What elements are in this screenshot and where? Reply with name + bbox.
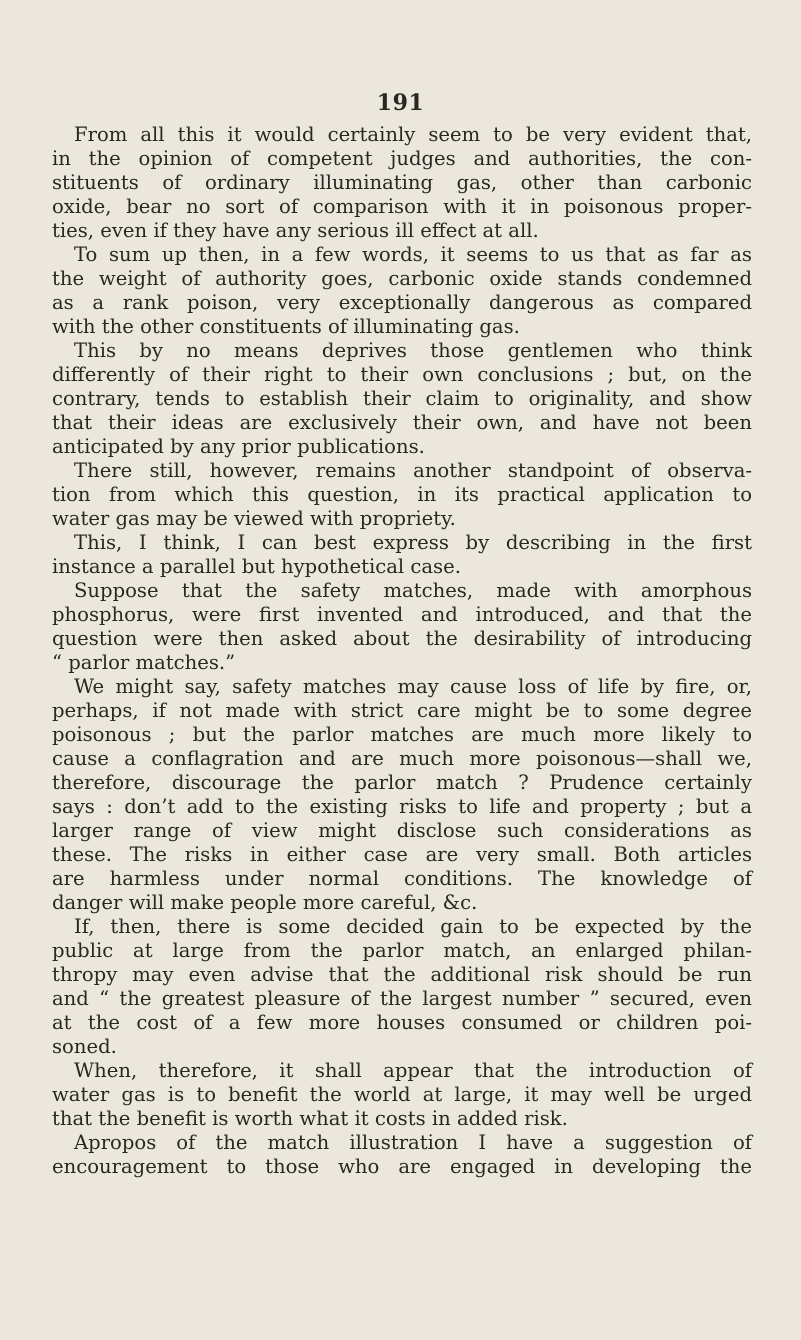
text-line: water gas may be viewed with propriety.: [52, 507, 456, 530]
text-line: Suppose that the safety matches, made with amorphous: [74, 579, 752, 602]
text-line: This, I think, I can best express by describing in the first: [74, 531, 752, 554]
text-line: Apropos of the match illustration I have a suggestion of: [74, 1131, 752, 1154]
text-line: and “ the greatest pleasure of the largest number ” secured, even: [52, 987, 752, 1010]
text-line: cause a conflagration and are much more poisonous—shall we,: [52, 747, 752, 770]
text-line: soned.: [52, 1035, 117, 1058]
text-line: phosphorus, were first invented and introduced, and that the: [52, 603, 752, 626]
text-line: We might say, safety matches may cause loss of life by fire, or,: [74, 675, 752, 698]
text-line: differently of their right to their own conclusions ; but, on the: [52, 363, 752, 386]
text-line: public at large from the parlor match, an enlarged philan-: [52, 939, 752, 962]
text-line: the weight of authority goes, carbonic oxide stands condemned: [52, 267, 752, 290]
text-line: instance a parallel but hypothetical case.: [52, 555, 461, 578]
text-line: perhaps, if not made with strict care might be to some degree: [52, 699, 752, 722]
text-line: with the other constituents of illuminating gas.: [52, 315, 520, 338]
text-line: therefore, discourage the parlor match ? Prudence certainly: [52, 771, 752, 794]
text-line: larger range of view might disclose such considerations as: [52, 819, 752, 842]
text-line: encouragement to those who are engaged in developing the: [52, 1155, 752, 1178]
text-line: poisonous ; but the parlor matches are much more likely to: [52, 723, 752, 746]
text-line: as a rank poison, very exceptionally dangerous as compared: [52, 291, 752, 314]
text-line: that their ideas are exclusively their own, and have not been: [52, 411, 752, 434]
text-line: If, then, there is some decided gain to be expected by the: [74, 915, 752, 938]
page-number: 191: [376, 90, 425, 116]
text-line: question were then asked about the desirability of introducing: [52, 627, 752, 650]
text-line: oxide, bear no sort of comparison with it in poisonous proper-: [52, 195, 752, 218]
text-line: anticipated by any prior publications.: [52, 435, 425, 458]
text-line: are harmless under normal conditions. The knowledge of: [52, 867, 752, 890]
text-line: To sum up then, in a few words, it seems to us that as far as: [74, 243, 752, 266]
text-line: water gas is to benefit the world at large, it may well be urged: [52, 1083, 752, 1106]
body-text: [52, 123, 752, 1179]
text-line: danger will make people more careful, &c.: [52, 891, 478, 914]
text-line: “ parlor matches.”: [52, 651, 236, 674]
text-line: that the benefit is worth what it costs in added risk.: [52, 1107, 568, 1130]
text-line: contrary, tends to establish their claim to originality, and show: [52, 387, 752, 410]
text-line: From all this it would certainly seem to be very evident that,: [74, 123, 752, 146]
text-line: at the cost of a few more houses consumed or children poi-: [52, 1011, 752, 1034]
text-line: these. The risks in either case are very small. Both articles: [52, 843, 752, 866]
text-line: says : don’t add to the existing risks to life and property ; but a: [52, 795, 752, 818]
text-line: There still, however, remains another standpoint of observa-: [74, 459, 752, 482]
text-line: thropy may even advise that the additional risk should be run: [52, 963, 752, 986]
text-line: This by no means deprives those gentlemen who think: [74, 339, 752, 362]
text-line: stituents of ordinary illuminating gas, other than carbonic: [52, 171, 752, 194]
text-line: tion from which this question, in its practical application to: [52, 483, 752, 506]
text-line: ties, even if they have any serious ill effect at all.: [52, 219, 539, 242]
text-line: When, therefore, it shall appear that the introduction of: [74, 1059, 752, 1082]
text-line: in the opinion of competent judges and authorities, the con-: [52, 147, 752, 170]
